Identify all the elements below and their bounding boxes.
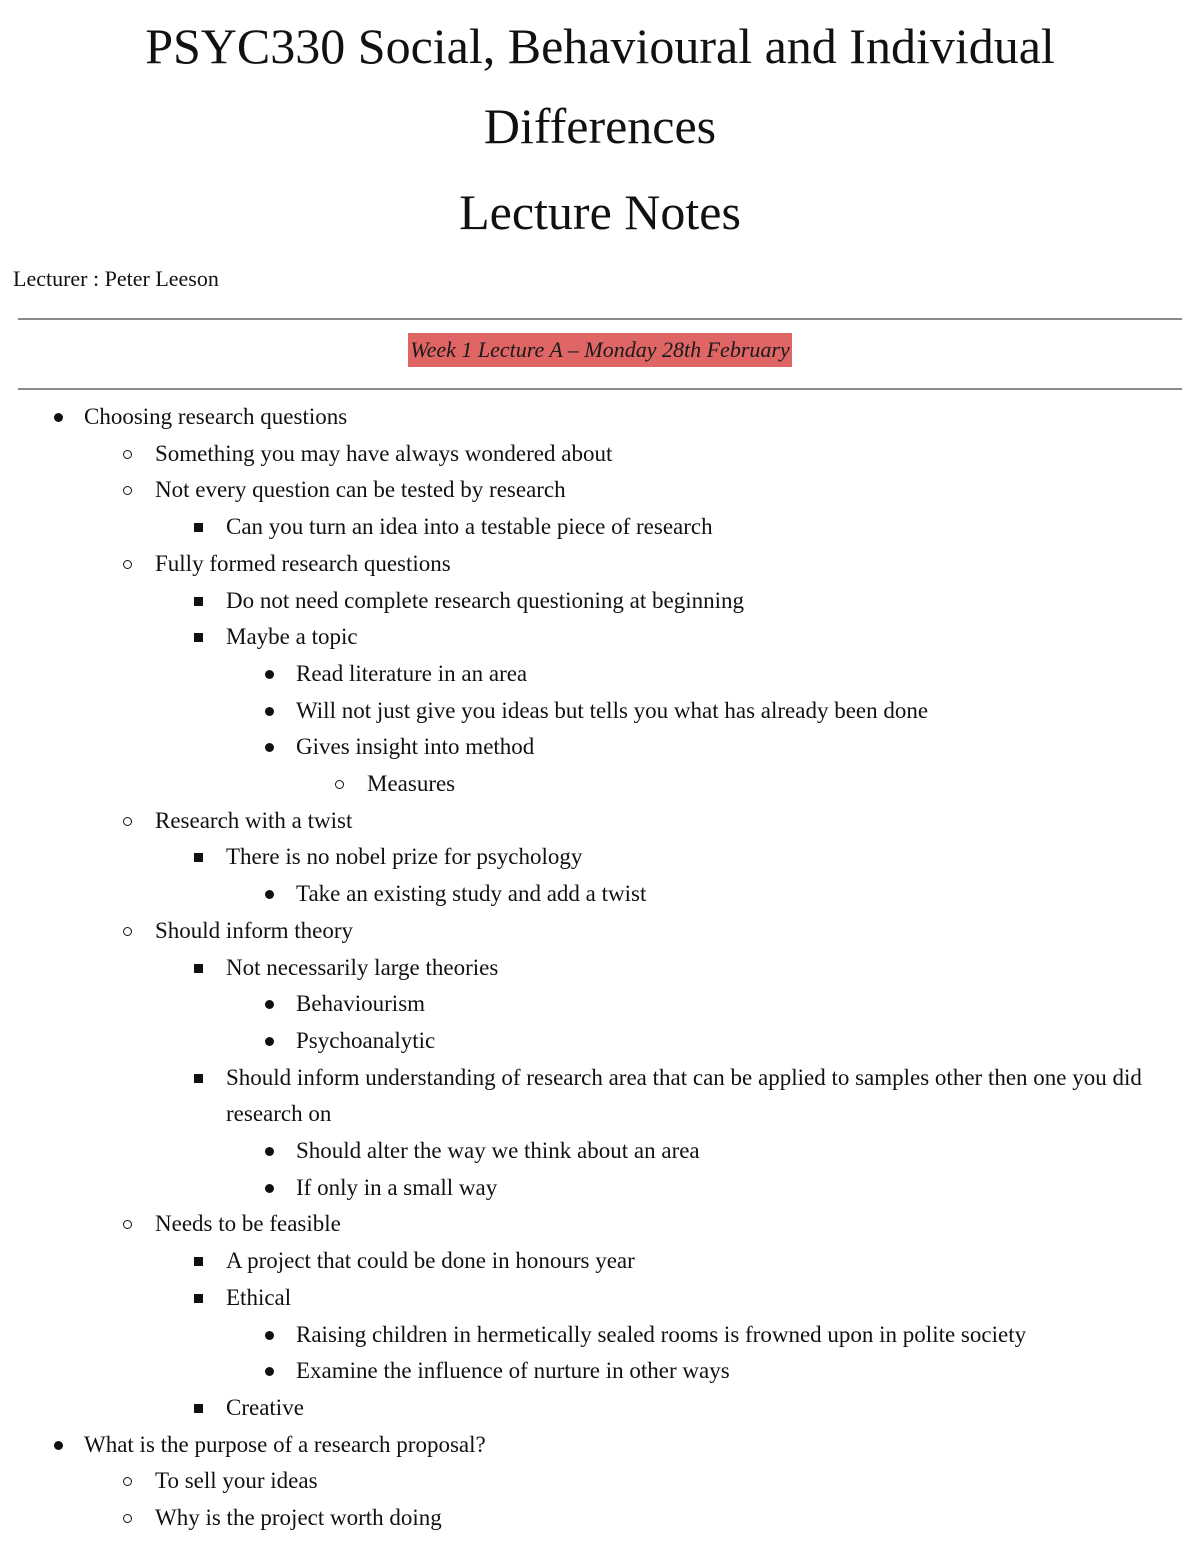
bullet-icon (123, 927, 132, 936)
note-item-level-1: Needs to be feasible (155, 1211, 341, 1237)
note-item-level-1: Should inform theory (155, 917, 354, 943)
note-item-level-2: Not necessarily large theories (226, 954, 499, 980)
document-title-line-1: PSYC330 Social, Behavioural and Individual (145, 18, 1055, 74)
bullet-icon (265, 670, 274, 679)
note-item-level-3: Behaviourism (296, 991, 426, 1017)
note-item-level-2: Creative (226, 1394, 304, 1420)
bullet-icon (194, 964, 203, 973)
bullet-icon (123, 1514, 132, 1523)
note-item-level-1: Fully formed research questions (155, 550, 451, 576)
bullet-icon (265, 743, 274, 752)
bullet-icon (123, 1220, 132, 1229)
note-item-level-3: Take an existing study and add a twist (296, 881, 647, 907)
bullet-icon (123, 450, 132, 459)
bullet-icon (194, 1294, 203, 1303)
bullet-icon (54, 1441, 63, 1450)
note-item-level-3: If only in a small way (296, 1174, 498, 1200)
bullet-icon (194, 1074, 203, 1083)
bullet-icon (123, 817, 132, 826)
note-item-level-2: Ethical (226, 1284, 292, 1310)
lecturer-name: Lecturer : Peter Leeson (13, 266, 219, 291)
note-item-level-2: Do not need complete research questioning at beginning (226, 587, 744, 613)
bullet-icon (265, 1000, 274, 1009)
bullet-icon (265, 1367, 274, 1376)
bullet-icon (265, 1147, 274, 1156)
note-item-level-1: Why is the project worth doing (155, 1505, 442, 1530)
bullet-icon (123, 486, 132, 495)
week-heading-label: Week 1 Lecture A – Monday 28th February (408, 333, 791, 367)
bullet-icon (54, 413, 63, 422)
bullet-icon (265, 1037, 274, 1046)
note-item-level-2: Can you turn an idea into a testable piece of research (226, 514, 713, 540)
note-item-level-3: Psychoanalytic (296, 1027, 436, 1053)
bullet-icon (194, 853, 203, 862)
bullet-icon (265, 1184, 274, 1193)
note-item-level-3: Gives insight into method (296, 734, 535, 760)
bullet-icon (123, 1477, 132, 1486)
note-item-level-2: Maybe a topic (226, 624, 358, 650)
document-subtitle: Lecture Notes (459, 184, 741, 240)
note-item-level-4: Measures (367, 771, 456, 796)
horizontal-divider-bottom (18, 388, 1182, 390)
note-item-level-1: Something you may have always wondered about (155, 440, 613, 466)
note-item-level-3: Raising children in hermetically sealed rooms is frowned upon in polite society (296, 1321, 1027, 1347)
bullet-icon (265, 707, 274, 716)
week-heading (0, 333, 1200, 367)
note-item-level-2: A project that could be done in honours year (226, 1248, 635, 1274)
horizontal-divider-top (18, 318, 1182, 320)
note-item-level-1: To sell your ideas (155, 1468, 318, 1494)
bullet-icon (194, 1257, 203, 1266)
note-item-level-3: Read literature in an area (296, 660, 528, 686)
note-item-level-0: Choosing research questions (84, 404, 348, 429)
bullet-icon (194, 1404, 203, 1413)
note-item-level-3: Examine the influence of nurture in other ways (296, 1358, 730, 1384)
bullet-icon (123, 560, 132, 569)
note-item-level-2: There is no nobel prize for psychology (226, 844, 583, 870)
note-item-level-1: Not every question can be tested by research (155, 477, 566, 503)
bullet-icon (194, 597, 203, 606)
note-item-level-3: Should alter the way we think about an area (296, 1138, 700, 1163)
bullet-icon (194, 633, 203, 642)
note-item-level-3: Will not just give you ideas but tells you what has already been done (296, 697, 929, 723)
note-item-level-0: What is the purpose of a research proposal? (84, 1431, 486, 1457)
bullet-icon (265, 1331, 274, 1340)
bullet-icon (265, 890, 274, 899)
bullet-icon (335, 780, 344, 789)
bullet-icon (194, 523, 203, 532)
note-item-level-1: Research with a twist (155, 807, 353, 833)
note-item-level-2: Should inform understanding of research area that can be applied to samples other then one you did research on (226, 1064, 1142, 1126)
document-title-line-2: Differences (483, 98, 717, 154)
